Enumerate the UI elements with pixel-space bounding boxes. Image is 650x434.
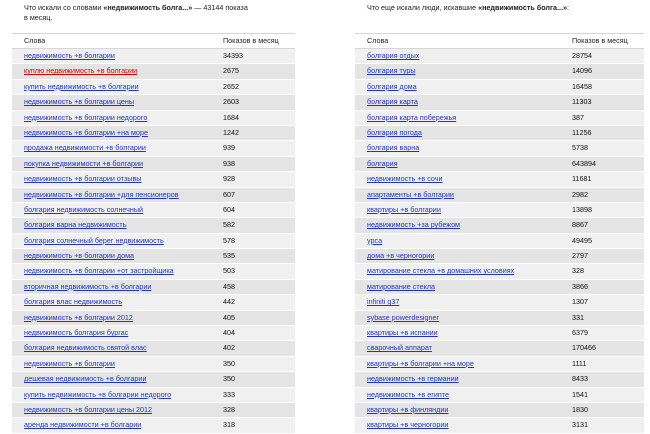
table-row xyxy=(12,418,295,433)
shows-count: 8867 xyxy=(572,220,588,230)
keyword-link[interactable]: квартиры +в болгарии +на море xyxy=(367,358,474,368)
table-row xyxy=(12,295,295,310)
shows-count: 938 xyxy=(223,158,235,168)
left-heading-suffix: — 43144 показа xyxy=(192,3,248,12)
keyword-link[interactable]: дома +в черногории xyxy=(367,251,435,261)
table-row xyxy=(355,418,644,433)
keyword-link[interactable]: недвижимость +в болгарии дома xyxy=(24,251,135,261)
shows-count: 604 xyxy=(223,204,235,214)
keyword-link[interactable]: недвижимость +в болгарии +от застройщика xyxy=(24,266,174,276)
keyword-link[interactable]: infiniti g37 xyxy=(367,297,400,307)
table-row xyxy=(355,111,644,126)
shows-count: 2982 xyxy=(572,189,588,199)
keyword-link[interactable]: болгария влас недвижимость xyxy=(24,297,123,307)
table-row xyxy=(355,64,644,79)
keyword-link[interactable]: апартаменты +в болгарии xyxy=(367,189,454,199)
shows-count: 3131 xyxy=(572,420,588,430)
keyword-link[interactable]: недвижимость +в болгарии +для пенсионеров xyxy=(24,189,179,199)
table-row xyxy=(355,264,644,279)
table-row xyxy=(355,203,644,218)
keyword-link[interactable]: sybase powerdesigner xyxy=(367,312,439,322)
table-row xyxy=(355,403,644,418)
table-row xyxy=(12,326,295,341)
left-panel xyxy=(12,3,295,434)
table-row xyxy=(12,249,295,264)
shows-count: 1541 xyxy=(572,389,588,399)
table-row xyxy=(355,234,644,249)
shows-count: 328 xyxy=(572,266,584,276)
shows-count: 2652 xyxy=(223,81,239,91)
shows-count: 13898 xyxy=(572,204,592,214)
keyword-link[interactable]: квартиры +в черногории xyxy=(367,420,449,430)
shows-count: 34393 xyxy=(223,51,243,60)
table-row xyxy=(355,80,644,95)
right-heading-query: «недвижимость болга...» xyxy=(478,3,567,12)
shows-count: 503 xyxy=(223,266,235,276)
keyword-link[interactable]: продажа недвижимости +в болгарии xyxy=(24,143,146,153)
keyword-link[interactable]: матирование стекла +в домашних условиях xyxy=(367,266,515,276)
table-row xyxy=(12,95,295,110)
shows-count: 350 xyxy=(223,374,235,384)
keyword-link[interactable]: недвижимость +в болгарии цены 2012 xyxy=(24,404,153,414)
shows-count: 331 xyxy=(572,312,584,322)
table-row xyxy=(12,372,295,387)
keyword-link[interactable]: матирование стекла xyxy=(367,281,436,291)
table-row xyxy=(12,141,295,156)
shows-count: 458 xyxy=(223,281,235,291)
left-table-header xyxy=(12,33,295,49)
keyword-link[interactable]: недвижимость +за рубежом xyxy=(367,220,461,230)
table-row xyxy=(12,341,295,356)
table-row xyxy=(12,218,295,233)
keyword-link[interactable]: покупка недвижимости +в болгарии xyxy=(24,158,144,168)
table-row xyxy=(12,403,295,418)
right-heading-suffix: : xyxy=(566,3,569,12)
shows-count: 318 xyxy=(223,420,235,430)
keyword-link[interactable]: болгария карта xyxy=(367,97,418,107)
shows-count: 402 xyxy=(223,343,235,353)
left-heading-query: «недвижимость болга...» xyxy=(103,3,193,12)
shows-count: 49495 xyxy=(572,235,592,245)
left-heading xyxy=(12,3,295,33)
keyword-link[interactable]: недвижимость +в сочи xyxy=(367,174,443,184)
table-row xyxy=(355,95,644,110)
shows-count: 535 xyxy=(223,251,235,261)
shows-count: 170466 xyxy=(572,343,596,353)
table-row xyxy=(355,311,644,326)
shows-count: 404 xyxy=(223,328,235,338)
keyword-link[interactable]: болгария недвижимость святой влас xyxy=(24,343,147,353)
table-row xyxy=(12,203,295,218)
keyword-link[interactable]: купить недвижимость +в болгарии xyxy=(24,81,139,91)
shows-count: 333 xyxy=(223,389,235,399)
table-row xyxy=(12,234,295,249)
keyword-link[interactable]: урса xyxy=(367,235,383,245)
table-row xyxy=(355,126,644,141)
table-row xyxy=(355,157,644,172)
shows-count: 928 xyxy=(223,174,235,184)
keyword-link[interactable]: болгария солнечный берег недвижимость xyxy=(24,235,164,245)
shows-count: 607 xyxy=(223,189,235,199)
table-row xyxy=(12,264,295,279)
shows-count: 2603 xyxy=(223,97,239,107)
shows-count: 28754 xyxy=(572,51,592,60)
right-heading xyxy=(355,3,644,33)
shows-count: 11303 xyxy=(572,97,592,107)
right-table-body xyxy=(355,49,644,434)
keyword-link[interactable]: болгария xyxy=(367,158,398,168)
shows-count: 3866 xyxy=(572,281,588,291)
table-row xyxy=(355,372,644,387)
table-row xyxy=(12,64,295,79)
table-row xyxy=(355,326,644,341)
left-heading-line2: в месяц. xyxy=(24,13,53,22)
table-row xyxy=(355,280,644,295)
shows-count: 939 xyxy=(223,143,235,153)
table-row xyxy=(12,126,295,141)
keyword-link[interactable]: недвижимость +в болгарии недорого xyxy=(24,112,148,122)
shows-count: 14096 xyxy=(572,66,592,76)
table-row xyxy=(12,357,295,372)
table-row xyxy=(12,388,295,403)
shows-count: 643894 xyxy=(572,158,596,168)
keyword-link[interactable]: вторичная недвижимость +в болгарии xyxy=(24,281,152,291)
keyword-link[interactable]: недвижимость +в болгарии цены xyxy=(24,97,135,107)
left-col-shows: Показов в месяц xyxy=(223,36,279,45)
keyword-link[interactable]: болгария карта побережья xyxy=(367,112,457,122)
keyword-link[interactable]: болгария туры xyxy=(367,66,416,76)
shows-count: 2675 xyxy=(223,66,239,76)
keyword-link[interactable]: сварочный аппарат xyxy=(367,343,432,353)
table-row xyxy=(355,249,644,264)
keyword-link[interactable]: дешевая недвижимость +в болгарии xyxy=(24,374,147,384)
shows-count: 8433 xyxy=(572,374,588,384)
shows-count: 578 xyxy=(223,235,235,245)
keyword-link[interactable]: квартиры +в финляндии xyxy=(367,404,449,414)
keyword-link[interactable]: недвижимость +в болгарии отзывы xyxy=(24,174,142,184)
shows-count: 11681 xyxy=(572,174,592,184)
keyword-link[interactable]: купить недвижимость +в болгарии недорого xyxy=(24,389,172,399)
right-table-header xyxy=(355,33,644,49)
shows-count: 1830 xyxy=(572,404,588,414)
table-row xyxy=(355,341,644,356)
shows-count: 387 xyxy=(572,112,584,122)
keyword-link[interactable]: недвижимость болгария бургас xyxy=(24,328,129,338)
shows-count: 405 xyxy=(223,312,235,322)
table-row xyxy=(12,172,295,187)
table-row xyxy=(12,157,295,172)
keyword-link[interactable]: куплю недвижимость +в болгарии xyxy=(24,66,138,76)
shows-count: 1684 xyxy=(223,112,239,122)
shows-count: 6379 xyxy=(572,328,588,338)
table-row xyxy=(355,295,644,310)
shows-count: 328 xyxy=(223,404,235,414)
right-panel xyxy=(355,3,644,434)
shows-count: 582 xyxy=(223,220,235,230)
table-row xyxy=(355,388,644,403)
keyword-link[interactable]: недвижимость +в болгарии xyxy=(24,358,115,368)
keyword-link[interactable]: болгария варна недвижимость xyxy=(24,220,127,230)
table-row xyxy=(355,218,644,233)
left-table-body xyxy=(12,49,295,434)
table-row xyxy=(12,111,295,126)
keyword-link[interactable]: квартиры +в испании xyxy=(367,328,438,338)
right-heading-prefix: Что еще искали люди, искавшие xyxy=(367,3,479,12)
shows-count: 2797 xyxy=(572,251,588,261)
table-row xyxy=(355,141,644,156)
shows-count: 5738 xyxy=(572,143,588,153)
shows-count: 1242 xyxy=(223,127,239,137)
shows-count: 350 xyxy=(223,358,235,368)
keyword-link[interactable]: болгария погода xyxy=(367,127,422,137)
shows-count: 11256 xyxy=(572,127,592,137)
table-row xyxy=(355,172,644,187)
table-row xyxy=(12,80,295,95)
table-row xyxy=(12,49,295,64)
table-row xyxy=(12,280,295,295)
keyword-link[interactable]: болгария варна xyxy=(367,143,420,153)
table-row xyxy=(355,188,644,203)
right-col-words: Слова xyxy=(367,36,389,45)
keyword-link[interactable]: недвижимость +в болгарии 2012 xyxy=(24,312,133,322)
shows-count: 1111 xyxy=(572,358,587,368)
keyword-link[interactable]: болгария недвижимость солнечный xyxy=(24,204,144,214)
table-row xyxy=(355,49,644,64)
keyword-link[interactable]: квартиры +в болгарии xyxy=(367,204,441,214)
table-row xyxy=(12,311,295,326)
left-heading-prefix: Что искали со словами xyxy=(24,3,104,12)
keyword-link[interactable]: недвижимость +в египте xyxy=(367,389,449,399)
keyword-link[interactable]: болгария отдых xyxy=(367,51,420,60)
keyword-link[interactable]: недвижимость +в болгарии xyxy=(24,51,115,60)
shows-count: 1307 xyxy=(572,297,588,307)
keyword-link[interactable]: аренда недвижимости +в болгарии xyxy=(24,420,142,430)
left-col-words: Слова xyxy=(24,36,46,45)
keyword-link[interactable]: болгария дома xyxy=(367,81,417,91)
keyword-link[interactable]: недвижимость +в болгарии +на море xyxy=(24,127,148,137)
keyword-link[interactable]: недвижимость +в германии xyxy=(367,374,459,384)
shows-count: 442 xyxy=(223,297,235,307)
shows-count: 16458 xyxy=(572,81,592,91)
table-row xyxy=(355,357,644,372)
right-col-shows: Показов в месяц xyxy=(572,36,628,45)
table-row xyxy=(12,188,295,203)
